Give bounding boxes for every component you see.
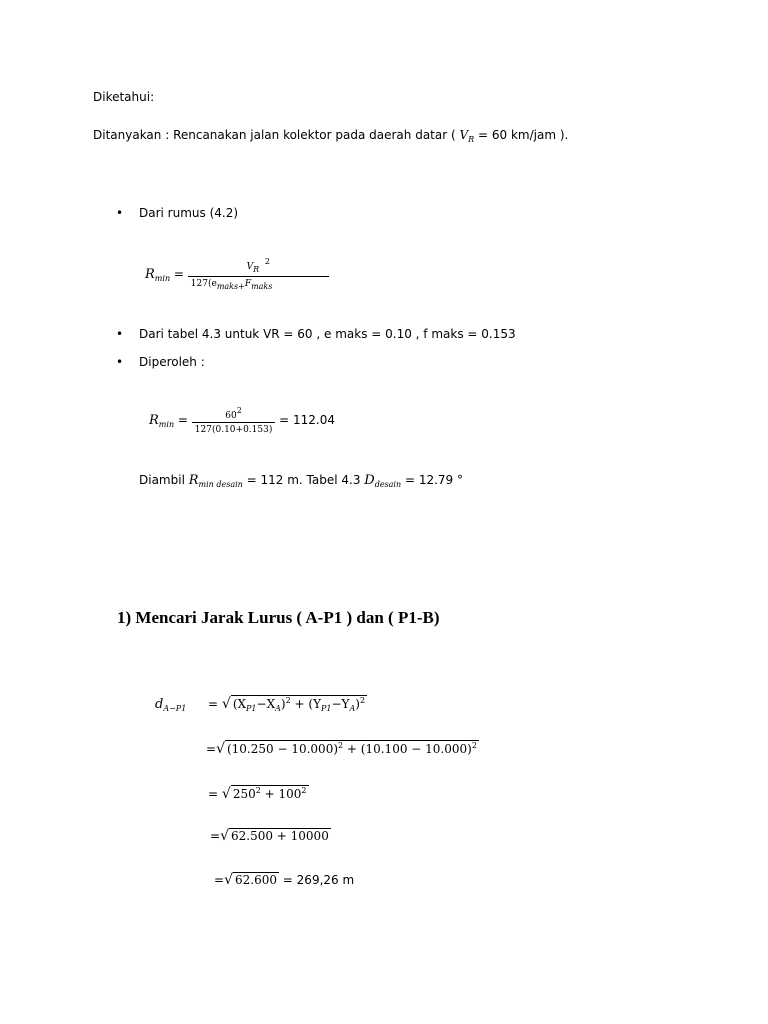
diambil-mid: = 112 m. Tabel 4.3	[242, 473, 365, 487]
line-ditanyakan	[93, 128, 568, 144]
bullet-icon: •	[116, 327, 124, 341]
dist-line-2	[206, 740, 479, 757]
diambil-d-sub: desain	[374, 480, 402, 489]
diambil-suffix: = 12.79 °	[401, 473, 464, 487]
f1-numerator: VR 2	[246, 257, 270, 274]
f2-denominator: 127(0.10+0.153)	[192, 422, 276, 436]
f2-result: = 112.04	[275, 413, 336, 427]
dist-l5-expr: 62.600	[234, 873, 277, 887]
bullet-text-tabel: Dari tabel 4.3 untuk VR = 60 , e maks = 0.10 , f maks = 0.153	[139, 327, 516, 341]
line-diambil	[139, 473, 463, 489]
ditanyakan-suffix: = 60 km/jam ).	[474, 128, 569, 142]
sqrt-icon: √	[221, 786, 231, 802]
dist-line-4	[210, 828, 331, 844]
diambil-r: R	[188, 473, 199, 488]
f2-eq: =	[174, 413, 188, 427]
sqrt-icon: √	[224, 872, 233, 888]
dist-l5-eq: =	[214, 873, 225, 887]
dist-l3-eq: =	[208, 787, 219, 801]
bullet-text-diperoleh: Diperoleh :	[139, 355, 205, 369]
f1-lhs: R	[145, 267, 155, 282]
f1-fraction	[188, 256, 329, 293]
dist-l1-eq: =	[208, 697, 219, 711]
bullet-text-rumus: Dari rumus (4.2)	[139, 206, 239, 220]
bullet-icon: •	[116, 355, 124, 369]
f1-denominator: 127(emaks+Fmaks	[188, 276, 329, 293]
dist-lhs: $d_{A-P1}$	[155, 697, 187, 713]
f1-eq: =	[170, 267, 184, 281]
dist-line-3	[208, 785, 309, 802]
dist-l4-expr: 62.500 + 10000	[230, 829, 329, 843]
formula-rmin-result	[149, 405, 335, 436]
f2-lhs: R	[149, 413, 159, 428]
dist-line-1	[208, 695, 367, 713]
dist-l2-expr: $(10.250 - 10.000)^2 + (10.100 - 10.000)^2$	[226, 741, 477, 756]
bullet-icon: •	[116, 206, 124, 220]
f2-numerator: 602	[225, 406, 242, 421]
dist-l2-eq: =	[206, 742, 217, 756]
f2-lhs-sub: min	[158, 420, 175, 429]
diambil-d: D	[364, 473, 375, 488]
ditanyakan-prefix: Ditanyakan : Rencanakan jalan kolektor pada daerah datar (	[93, 128, 460, 142]
f1-lhs-sub: min	[154, 274, 171, 283]
dist-l5-result: = 269,26 m	[278, 873, 355, 887]
dist-l3-expr: $250^2 + 100^2$	[232, 786, 307, 801]
section-heading: 1) Mencari Jarak Lurus ( A-P1 ) dan ( P1-B)	[117, 608, 440, 627]
formula-rmin	[145, 256, 329, 293]
f2-fraction	[192, 405, 276, 436]
sqrt-icon: √	[220, 828, 229, 844]
var-v: V	[459, 128, 469, 142]
diambil-prefix: Diambil	[139, 473, 189, 487]
label-diketahui: Diketahui:	[93, 90, 155, 104]
dist-line-5	[214, 872, 354, 888]
dist-l1-expr: $(X_{P1}-X_A)^2 + (Y_{P1}-Y_A)^2$	[232, 696, 366, 713]
sqrt-icon: √	[216, 741, 225, 757]
dist-l4-eq: =	[210, 829, 221, 843]
var-v-sub: R	[468, 135, 475, 144]
diambil-r-sub: min desain	[198, 480, 243, 489]
sqrt-icon: √	[221, 696, 231, 712]
